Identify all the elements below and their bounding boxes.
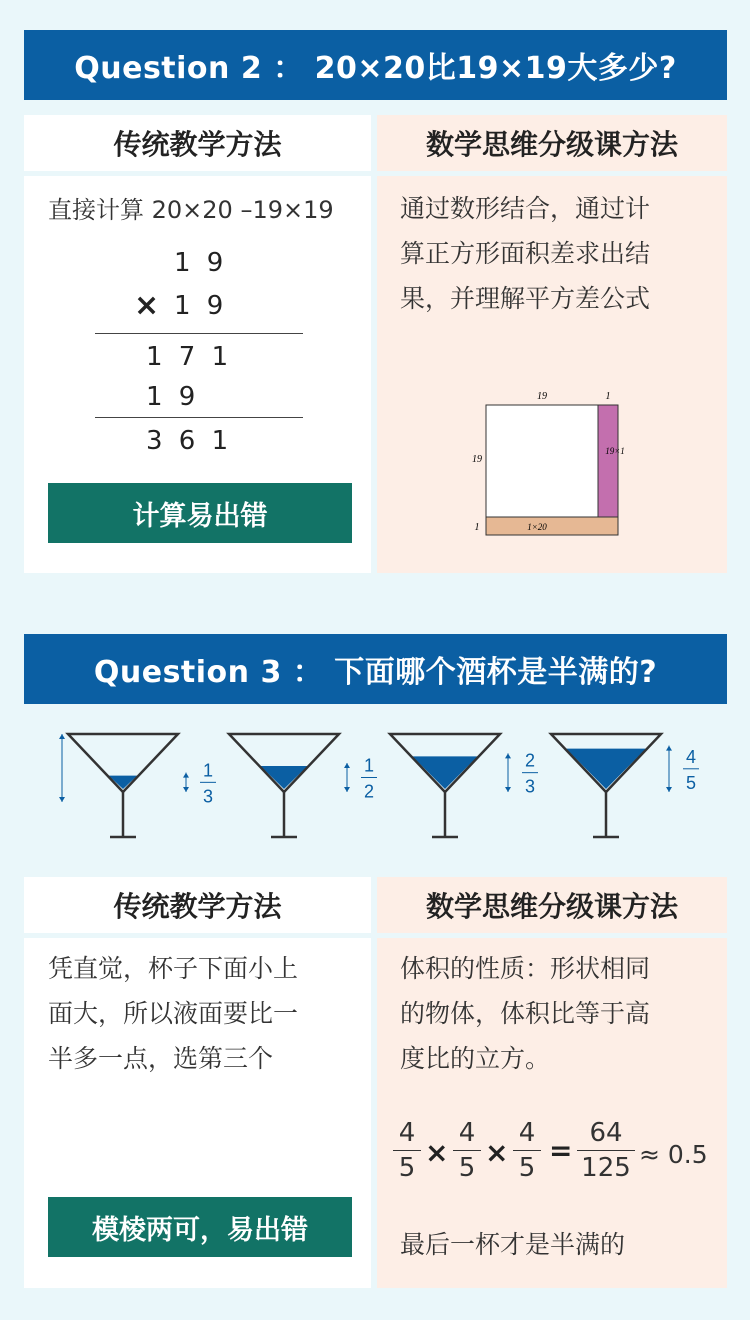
q2-traditional-header: 传统教学方法 <box>24 115 371 171</box>
strip-1x20 <box>486 517 618 535</box>
q2-direct-calc-text: 直接计算 20×20 –19×19 <box>48 196 334 224</box>
formula-fraction-3: 4 5 <box>513 1118 541 1183</box>
question-3-title: Question 3 ： 下面哪个酒杯是半满的? <box>24 634 727 704</box>
mult-second-number: 1 9 <box>174 291 228 321</box>
q3-left-text-line-3: 半多一点，选第三个 <box>48 1044 274 1073</box>
wine-glass-1 <box>68 734 216 837</box>
mult-divider-1 <box>95 333 303 334</box>
wine-glasses-illustration <box>0 722 750 852</box>
q2-thinking-panel <box>377 176 727 573</box>
wine-glass-3 <box>390 734 538 837</box>
glass-liquid <box>566 749 646 789</box>
wine-glass-2 <box>229 734 377 837</box>
label-bottom-1: 1 <box>474 522 480 533</box>
arrow-head-down <box>344 787 350 792</box>
fraction-numerator: 1 <box>202 760 214 781</box>
arrow-head-up <box>505 753 511 758</box>
q3-right-text-line-3: 度比的立方。 <box>400 1044 551 1073</box>
arrow-head-up <box>183 773 189 778</box>
q3-ambiguous-button[interactable]: 模棱两可，易出错 <box>48 1197 352 1257</box>
arrow-head-down <box>666 787 672 792</box>
fraction-denominator: 5 <box>685 772 697 793</box>
fraction-numerator: 2 <box>524 750 536 771</box>
fraction-numerator: 1 <box>363 755 375 776</box>
q2-thinking-header: 数学思维分级课方法 <box>377 115 727 171</box>
label-left-19: 19 <box>472 454 482 465</box>
arrow-head-up <box>666 746 672 751</box>
q3-thinking-header: 数学思维分级课方法 <box>377 877 727 933</box>
arrow-head-down <box>183 787 189 792</box>
question-2-title: Question 2 ： 20×20比19×19大多少? <box>24 30 727 100</box>
q2-right-text-line-1: 通过数形结合，通过计 <box>400 194 651 223</box>
wine-glass-4 <box>551 734 699 837</box>
label-top-19: 19 <box>537 391 547 402</box>
q2-right-text-line-2: 算正方形面积差求出结 <box>400 239 651 268</box>
q2-right-text-line-3: 果，并理解平方差公式 <box>400 284 651 313</box>
mult-divider-2 <box>95 417 303 418</box>
formula-result-fraction: 64 125 <box>577 1118 635 1183</box>
label-top-1: 1 <box>605 391 611 402</box>
mult-top-number: 1 9 <box>174 248 228 278</box>
arrow-head-down <box>505 787 511 792</box>
mult-partial-2: 1 9 <box>146 382 200 412</box>
full-arrow-head-up <box>59 734 65 739</box>
fraction-denominator: 2 <box>363 781 375 802</box>
q3-right-text-line-1: 体积的性质：形状相同 <box>400 954 651 983</box>
full-arrow-head-down <box>59 797 65 802</box>
fraction-denominator: 3 <box>202 786 214 807</box>
mult-partial-1: 1 7 1 <box>146 342 233 372</box>
formula-times-2: × <box>485 1136 509 1169</box>
formula-fraction-1: 4 5 <box>393 1118 421 1183</box>
q3-thinking-panel <box>377 938 727 1288</box>
formula-approx: ≈ 0.5 <box>639 1140 708 1169</box>
glass-liquid <box>261 766 308 789</box>
q3-right-text-line-2: 的物体，体积比等于高 <box>400 999 651 1028</box>
fraction-numerator: 4 <box>685 746 697 767</box>
fraction-denominator: 3 <box>524 776 536 797</box>
strip-19x1 <box>598 405 618 517</box>
q3-conclusion: 最后一杯才是半满的 <box>400 1230 626 1259</box>
label-strip: 19×1 <box>605 446 625 456</box>
q2-error-prone-button[interactable]: 计算易出错 <box>48 483 352 543</box>
square-area-diagram <box>467 386 627 546</box>
mult-result: 3 6 1 <box>146 426 233 456</box>
q3-left-text-line-1: 凭直觉，杯子下面小上 <box>48 954 299 983</box>
label-bottom-strip: 1×20 <box>527 522 547 532</box>
formula-equals: = <box>549 1134 573 1167</box>
formula-times-1: × <box>425 1136 449 1169</box>
q3-traditional-header: 传统教学方法 <box>24 877 371 933</box>
arrow-head-up <box>344 763 350 768</box>
glass-liquid <box>412 756 477 789</box>
multiply-sign: × <box>134 288 160 323</box>
formula-fraction-2: 4 5 <box>453 1118 481 1183</box>
q3-left-text-line-2: 面大，所以液面要比一 <box>48 999 299 1028</box>
